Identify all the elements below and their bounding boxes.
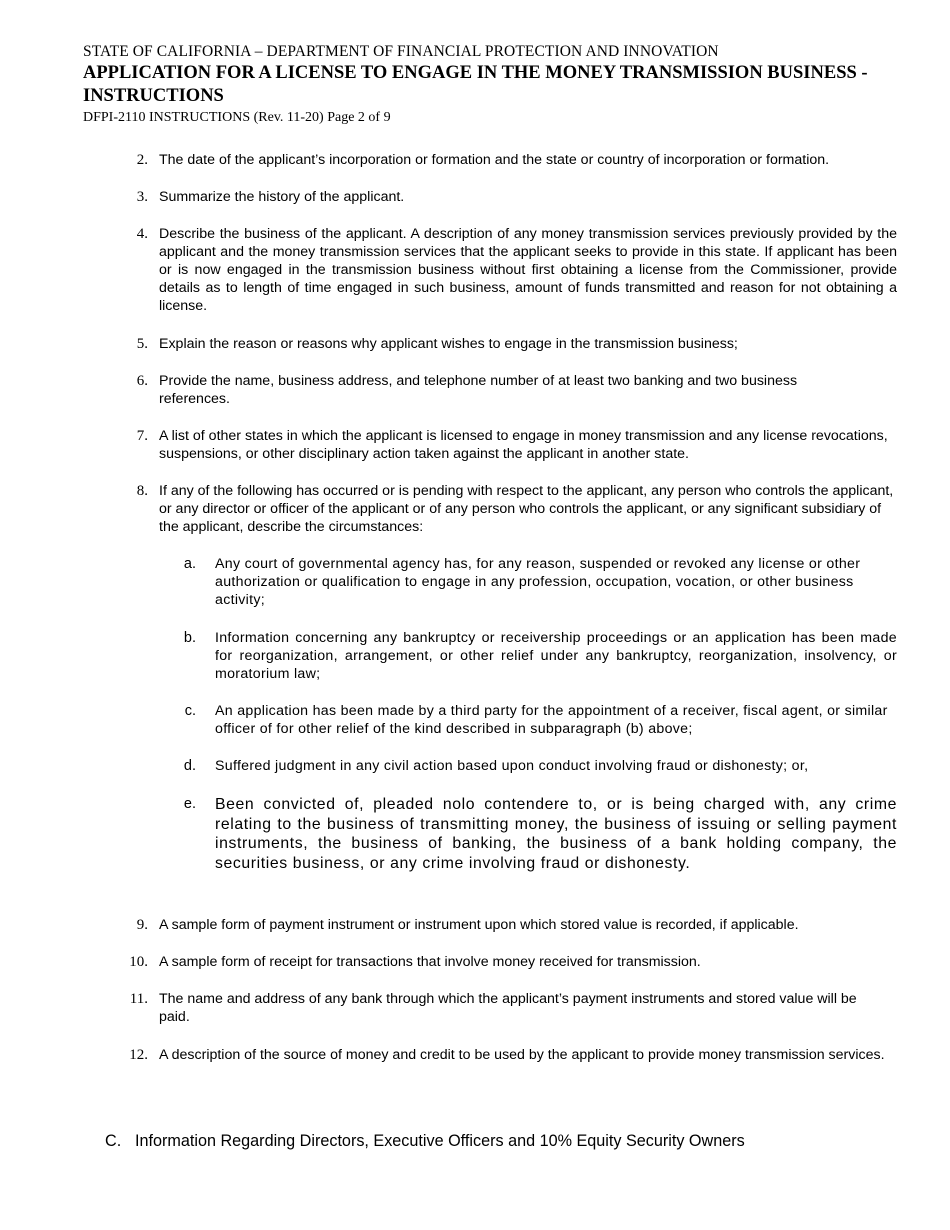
item-number: 2. (136, 152, 148, 168)
sub-item-letter: e. (183, 796, 196, 812)
item-text: If any of the following has occurred or is pending with respect to the applicant, any person who controls the applicant, or any director or officer of the applicant or of any person who controls the applicant, or any significant subsidiary of the applicant, describe the circumstances: (159, 483, 894, 535)
item-text: A list of other states in which the applicant is licensed to engage in money transmission and any license revocations, suspensions, or other disciplinary action taken against the applicant in another state. (159, 428, 888, 462)
form-identifier: DFPI-2110 INSTRUCTIONS (Rev. 11-20) Page 2 of 9 (83, 110, 391, 125)
sub-item-text: Information concerning any bankruptcy or receivership proceedings or an application has been made for reorganization, arrangement, or other relief under any bankruptcy, reorganization, insolvency, or moratorium law; (215, 630, 897, 682)
item-text: A sample form of payment instrument or instrument upon which stored value is recorded, if applicable. (159, 917, 799, 933)
item-number: 7. (136, 428, 148, 444)
item-number: 12. (129, 1047, 148, 1063)
item-text: Provide the name, business address, and telephone number of at least two banking and two business references. (159, 373, 798, 407)
sub-item-text: Suffered judgment in any civil action based upon conduct involving fraud or dishonesty; or, (215, 758, 809, 774)
item-number: 4. (136, 226, 148, 242)
item-text: A sample form of receipt for transactions that involve money received for transmission. (159, 954, 701, 970)
item-text: A description of the source of money and credit to be used by the applicant to provide money transmission services. (159, 1047, 885, 1063)
item-number: 11. (129, 991, 148, 1007)
item-text: The name and address of any bank through which the applicant’s payment instruments and stored value will be paid. (159, 991, 857, 1025)
document-title: APPLICATION FOR A LICENSE TO ENGAGE IN THE MONEY TRANSMISSION BUSINESS - INSTRUCTIONS (83, 63, 868, 106)
section-heading (105, 1131, 745, 1151)
agency-name: STATE OF CALIFORNIA – DEPARTMENT OF FINANCIAL PROTECTION AND INNOVATION (83, 43, 719, 60)
item-number: 8. (136, 483, 148, 499)
item-number: 10. (129, 954, 148, 970)
sub-item-text: Been convicted of, pleaded nolo contendere to, or is being charged with, any crime relating to the business of transmitting money, the business of issuing or selling payment instruments, the business of banking, the business of a bank holding company, the securities business, or any crime involving fraud or dishonesty. (215, 796, 897, 873)
sub-item-letter: d. (183, 758, 196, 774)
sub-item-text: An application has been made by a third party for the appointment of a receiver, fiscal agent, or similar officer of for other relief of the kind described in subparagraph (b) above; (215, 703, 888, 737)
item-text: Summarize the history of the applicant. (159, 189, 405, 205)
sub-item-letter: c. (184, 703, 196, 719)
item-number: 6. (136, 373, 148, 389)
section-title: Information Regarding Directors, Executive Officers and 10% Equity Security Owners (135, 1132, 745, 1150)
document-header (83, 42, 903, 127)
item-number: 5. (136, 336, 148, 352)
section-letter: C. (105, 1132, 122, 1150)
sub-item-letter: b. (183, 630, 196, 646)
item-text: The date of the applicant’s incorporation or formation and the state or country of incorporation or formation. (159, 152, 830, 168)
sub-item-text: Any court of governmental agency has, for any reason, suspended or revoked any license or other authorization or qualification to engage in any profession, occupation, vocation, or other business activity; (215, 556, 861, 608)
item-text: Describe the business of the applicant. A description of any money transmission services previously provided by the applicant and the money transmission services that the applicant seeks to provide in this state. If applicant has been or is now engaged in the transmission business without first obtaining a license from the Commissioner, provide details as to length of time engaged in such business, amount of funds transmitted and reason for not obtaining a license. (159, 226, 897, 314)
item-number: 3. (136, 189, 148, 205)
sub-item-letter: a. (183, 556, 196, 572)
item-number: 9. (136, 917, 148, 933)
item-text: Explain the reason or reasons why applicant wishes to engage in the transmission business; (159, 336, 738, 352)
